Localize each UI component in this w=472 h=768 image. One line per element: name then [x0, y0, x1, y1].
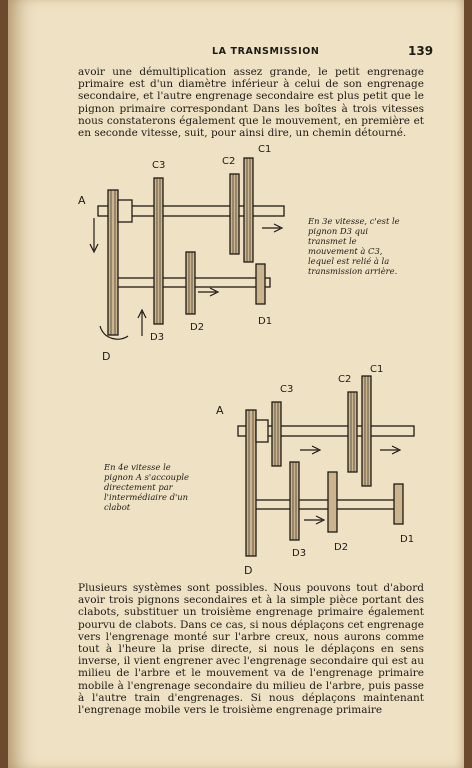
label-c1: C1: [258, 144, 272, 155]
gear-d1: [256, 264, 265, 304]
label-d: D: [102, 350, 111, 363]
book-page: [8, 0, 464, 768]
secondary-shaft: [250, 500, 400, 509]
paragraph-top: avoir une démultiplication assez grande, le petit engrenage primaire est d'un diamètre inférieur à celui de son engrenage secondaire, et l'autre engrenage secondaire est plus petit que le pignon primaire correspondant Dans les boîtes à trois vitesses nous constaterons également que le mouvement, en première et en seconde vitesse, suit, pour ainsi dire, un chemin détourné.: [78, 66, 424, 140]
gear-d: [246, 410, 256, 556]
clutch-block: [118, 200, 132, 222]
running-head: LA TRANSMISSION: [212, 46, 320, 57]
clutch-block: [256, 420, 268, 442]
gearbox-diagram-third-gear: [70, 140, 310, 370]
label-a: A: [216, 404, 224, 417]
gear-d3: [290, 462, 299, 540]
label-c2: C2: [222, 156, 236, 167]
label-d2: D2: [334, 542, 349, 553]
label-c1: C1: [370, 364, 384, 375]
label-d: D: [244, 564, 253, 577]
label-c3: C3: [152, 160, 166, 171]
gear-c2: [230, 174, 239, 254]
label-c3: C3: [280, 384, 294, 395]
gear-d2: [328, 472, 337, 532]
label-d1: D1: [258, 316, 273, 327]
page-header: [8, 44, 464, 60]
label-d2: D2: [190, 322, 205, 333]
label-a: A: [78, 194, 86, 207]
label-d1: D1: [400, 534, 415, 545]
page-number: 139: [408, 44, 434, 58]
gear-c1: [244, 158, 253, 262]
gear-d: [108, 190, 118, 335]
gearbox-diagram-fourth-gear: [204, 362, 428, 576]
label-d3: D3: [150, 332, 165, 343]
gear-c1: [362, 376, 371, 486]
caption-fourth-gear: En 4e vitesse le pignon A s'accouple directement par l'intermédiaire d'un clabot: [104, 462, 190, 512]
gear-c2: [348, 392, 357, 472]
gear-c3: [154, 178, 163, 324]
paragraph-bottom: Plusieurs systèmes sont possibles. Nous pouvons tout d'abord avoir trois pignons secondaires et à la simple pièce portant des clabots, substituer un troisième engrenage primaire également pourvu de clabots. Dans ce cas, si nous déplaçons cet engrenage vers l'engrenage monté sur l'arbre creux, nous aurons comme tout à l'heure la prise directe, si nous le déplaçons en sens inverse, il vient engrener avec l'engrenage secondaire qui est au milieu de l'arbre et le mouvement va de l'engrenage primaire mobile à l'engrenage secondaire du milieu de l'arbre, puis passe à l'autre train d'engrenages. Si nous déplaçons maintenant l'engrenage mobile vers le troisième engrenage primaire: [78, 582, 424, 717]
gear-c3: [272, 402, 281, 466]
gear-d2: [186, 252, 195, 314]
gear-d1: [394, 484, 403, 524]
label-c2: C2: [338, 374, 352, 385]
caption-third-gear: En 3e vitesse, c'est le pignon D3 qui transmet le mouvement à C3, lequel est relié à la transmission arrière.: [308, 216, 400, 276]
label-d3: D3: [292, 548, 307, 559]
